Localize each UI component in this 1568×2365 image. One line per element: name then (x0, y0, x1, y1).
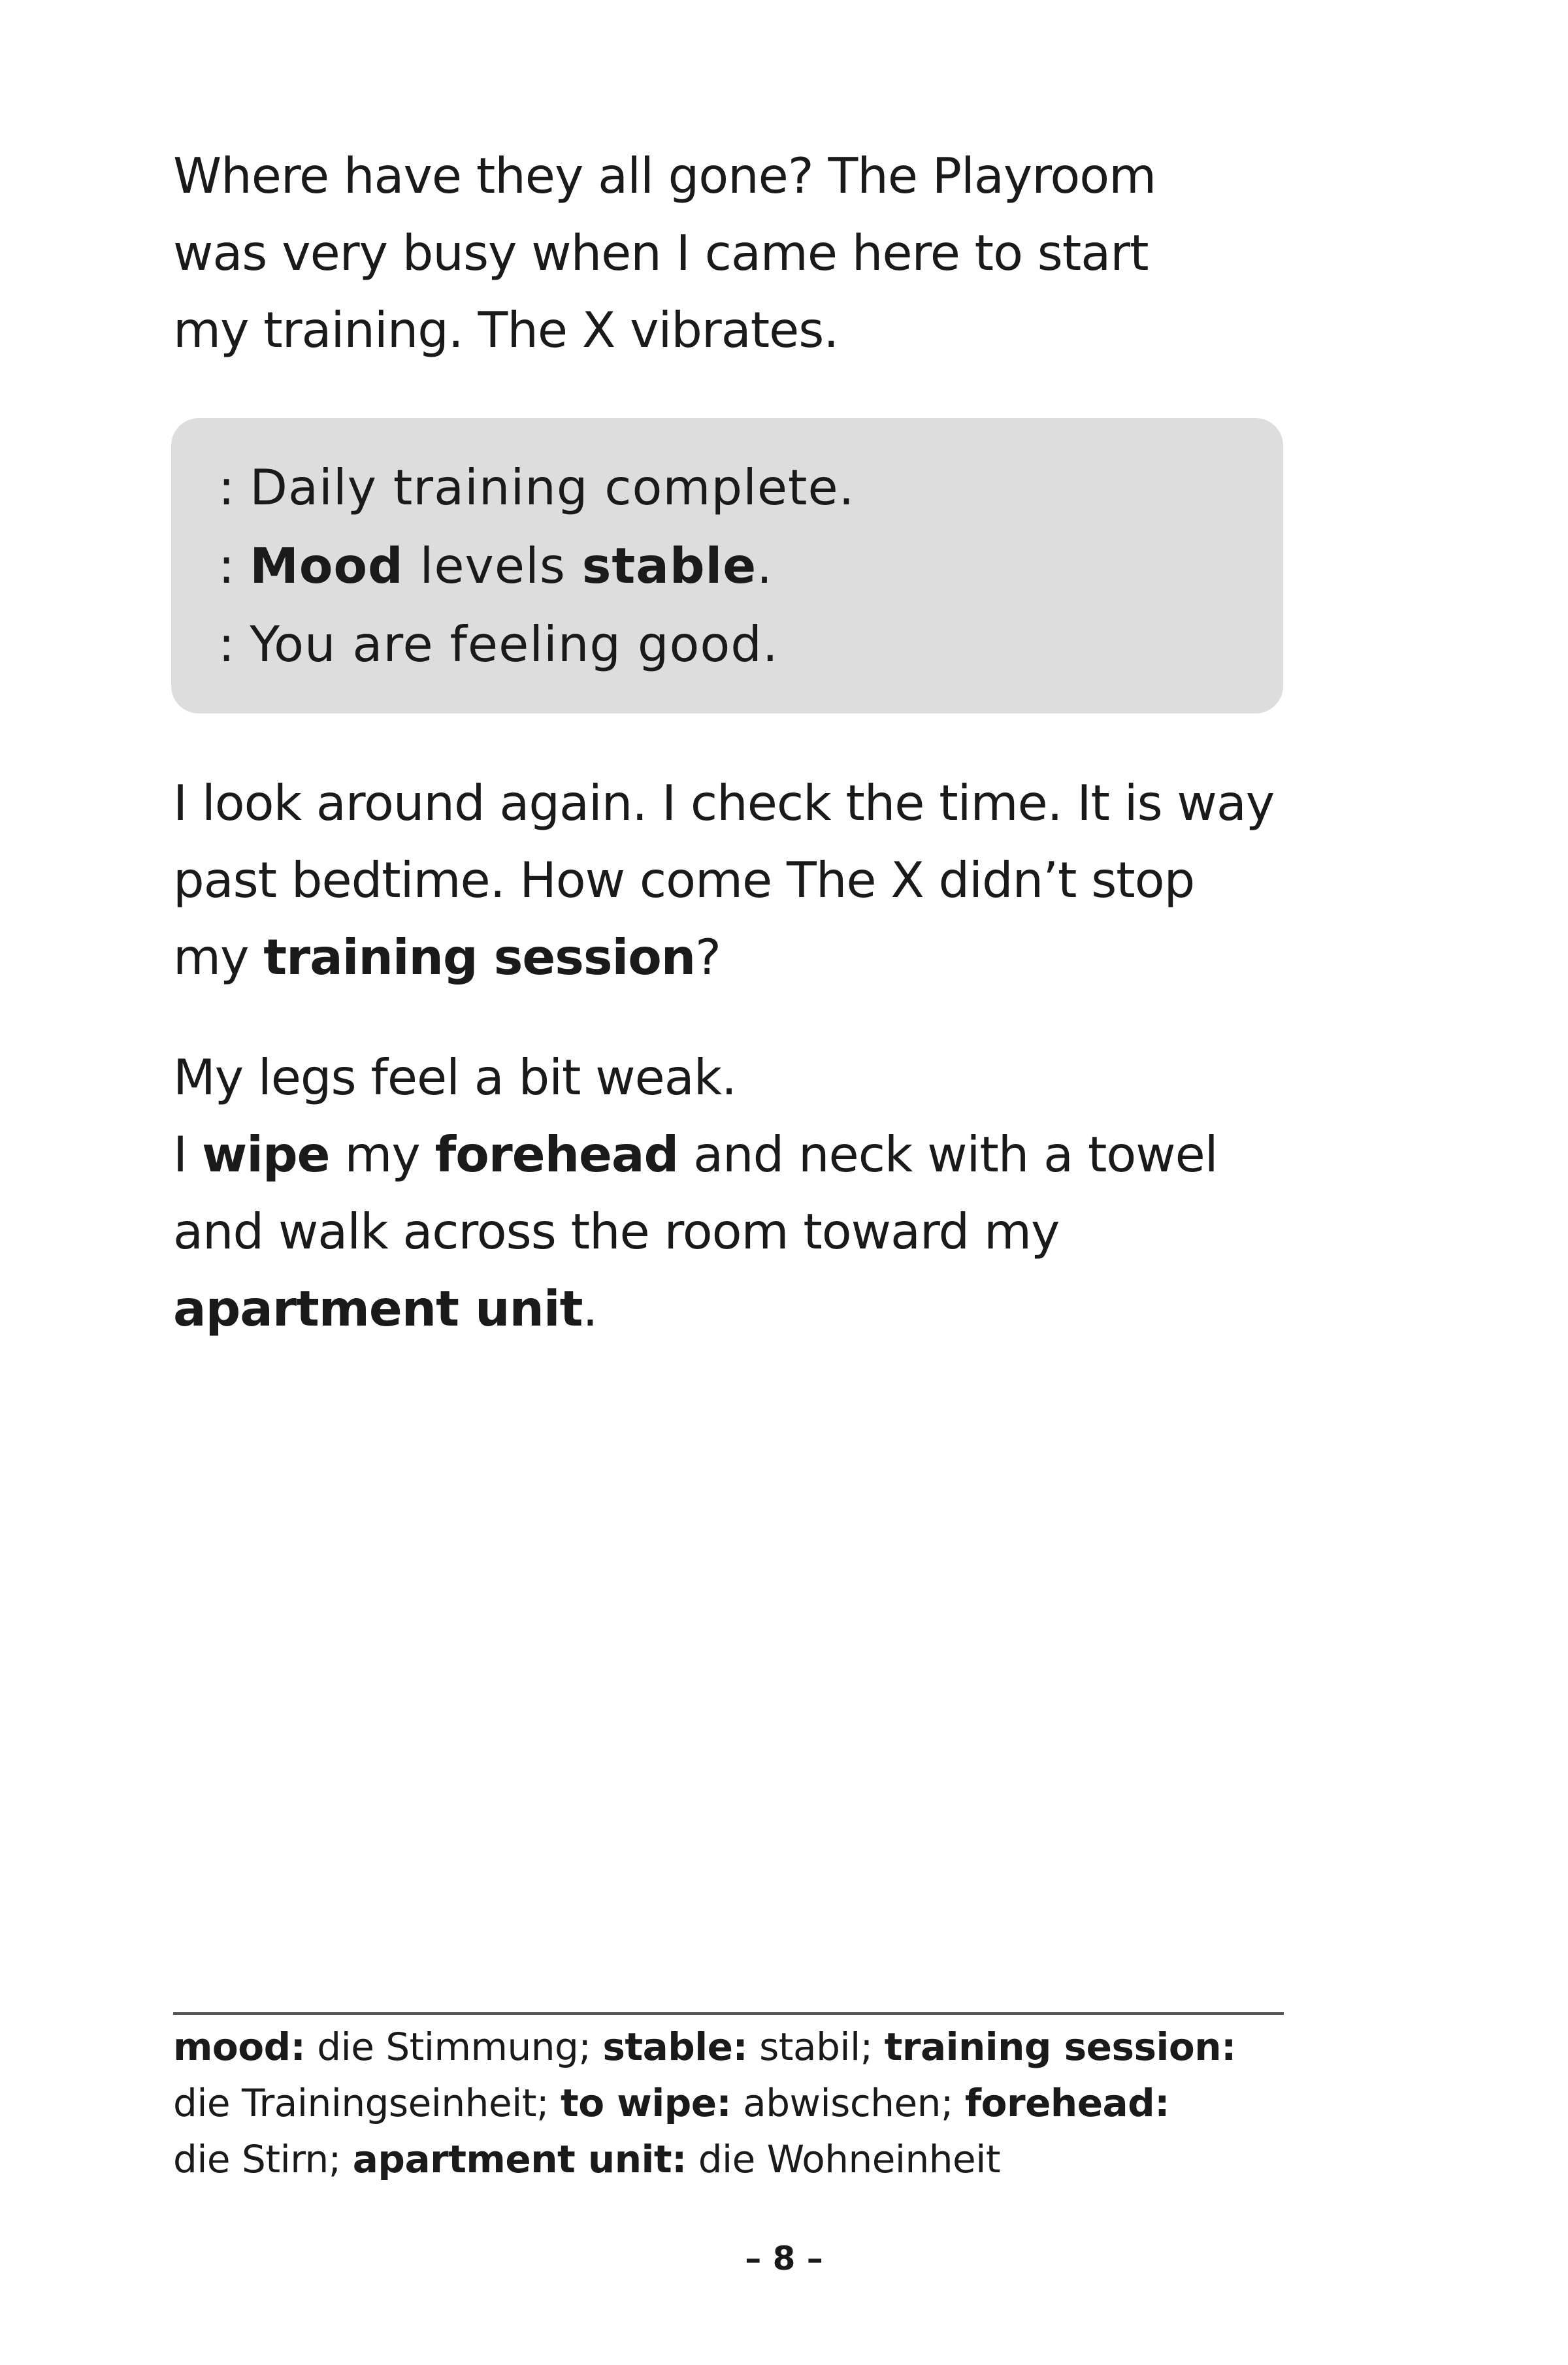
glossary-definition: die Stirn; (173, 2137, 353, 2181)
text-span: my (173, 928, 264, 986)
text-line: My legs feel a bit weak. (173, 1049, 737, 1106)
text-span: . (582, 1280, 598, 1337)
message-text: . (757, 537, 773, 595)
text-line (173, 1270, 1297, 1347)
message-prefix: : (218, 615, 236, 673)
text-span: I (173, 1126, 202, 1183)
text-line: and walk across the room toward my (173, 1203, 1060, 1260)
glossary-term: mood: (173, 2025, 306, 2069)
text-line: past bedtime. How come The X didn’t stop (173, 851, 1195, 909)
glossary-term: to wipe: (560, 2081, 732, 2125)
message-text: levels (403, 537, 582, 595)
glossary-line (173, 2131, 1297, 2187)
paragraph-3 (173, 1039, 1297, 1347)
text-line (173, 1116, 1297, 1193)
text-line: Where have they all gone? The Playroom (173, 147, 1156, 204)
text-span: ? (695, 928, 721, 986)
glossary-definition: die Wohneinheit (686, 2137, 1001, 2181)
vocab-word-training-session: training session (263, 928, 696, 986)
vocab-word-apartment-unit: apartment unit (173, 1280, 583, 1337)
glossary-definition: die Stimmung; (305, 2025, 603, 2069)
footnote-divider (173, 2012, 1284, 2015)
text-line (173, 919, 1297, 996)
vocab-word-stable: stable (581, 537, 757, 595)
glossary-line (173, 2075, 1297, 2131)
text-line: I look around again. I check the time. It is way (173, 774, 1275, 832)
vocab-word-forehead: forehead (434, 1126, 679, 1183)
system-message-box (171, 418, 1283, 713)
glossary-term: stable: (602, 2025, 748, 2069)
text-line: my training. The X vibrates. (173, 301, 839, 359)
glossary-definition: die Trainingseinheit; (173, 2081, 561, 2125)
glossary-definition: stabil; (747, 2025, 885, 2069)
paragraph-1 (173, 137, 1297, 368)
vocab-word-mood: Mood (250, 537, 404, 595)
vocabulary-glossary (173, 2019, 1297, 2187)
paragraph-2 (173, 764, 1297, 996)
message-text: You are feeling good. (250, 615, 779, 673)
text-span: my (329, 1126, 435, 1183)
glossary-term: forehead: (964, 2081, 1169, 2125)
page-number: – 8 – (745, 2240, 823, 2277)
system-message-line (218, 527, 855, 605)
glossary-term: training session: (884, 2025, 1236, 2069)
text-line: was very busy when I came here to start (173, 224, 1149, 282)
message-prefix: : (218, 537, 236, 595)
message-text: Daily training complete. (250, 459, 855, 516)
vocab-word-wipe: wipe (201, 1126, 330, 1183)
text-span: and neck with a towel (678, 1126, 1218, 1183)
message-prefix: : (218, 459, 236, 516)
system-message-line (218, 605, 855, 683)
glossary-term: apartment unit: (352, 2137, 687, 2181)
glossary-definition: abwischen; (731, 2081, 965, 2125)
glossary-line (173, 2019, 1297, 2075)
system-message-line (218, 448, 855, 527)
